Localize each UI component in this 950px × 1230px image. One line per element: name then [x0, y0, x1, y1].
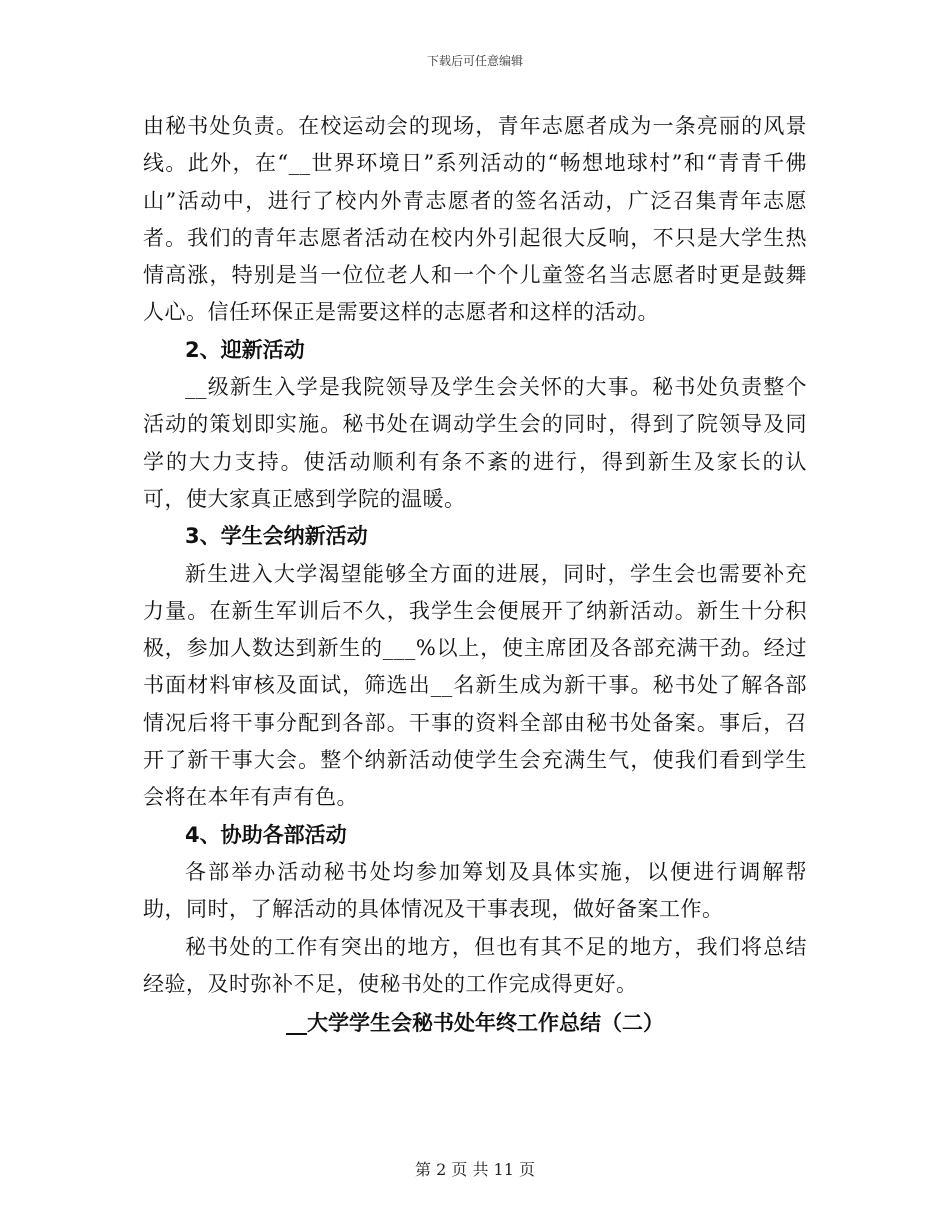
- section-title: __大学学生会秘书处年终工作总结（二）: [286, 1011, 664, 1036]
- heading-welcome-freshmen: 2、迎新活动: [185, 337, 305, 362]
- paragraph-assist-departments: 各部举办活动秘书处均参加筹划及具体实施，以便进行调解帮助，同时，了解活动的具体情况及干事表现，做好备案工作。: [143, 859, 807, 922]
- heading-recruitment: 3、学生会纳新活动: [185, 524, 368, 549]
- paragraph-recruitment: 新生进入大学渴望能够全方面的进展，同时，学生会也需要补充力量。在新生军训后不久，我学生会便展开了纳新活动。新生十分积极，参加人数达到新生的___%以上，使主席团及各部充满干劲。经过书面材料审核及面试，筛选出__名新生成为新干事。秘书处了解各部情况后将干事分配到各部。干事的资料全部由秘书处备案。事后，召开了新干事大会。整个纳新活动使学生会充满生气，使我们看到学生会将在本年有声有色。: [143, 561, 807, 810]
- paragraph-conclusion: 秘书处的工作有突出的地方，但也有其不足的地方，我们将总结经验，及时弥补不足，使秘书处的工作完成得更好。: [143, 934, 807, 996]
- page-header: 下载后可任意编辑: [426, 54, 523, 68]
- paragraph-welcome-freshmen: __级新生入学是我院领导及学生会关怀的大事。秘书处负责整个活动的策划即实施。秘书处在调动学生会的同时，得到了院领导及同学的大力支持。使活动顺利有条不紊的进行，得到新生及家长的认可，使大家真正感到学院的温暖。: [143, 375, 807, 511]
- paragraph-volunteer: 由秘书处负责。在校运动会的现场，青年志愿者成为一条亮丽的风景线。此外，在“__世界环境日”系列活动的“畅想地球村”和“青青千佛山”活动中，进行了校内外青志愿者的签名活动，广泛召集青年志愿者。我们的青年志愿者活动在校内外引起很大反响，不只是大学生热情高涨，特别是当一位位老人和一个个儿童签名当志愿者时更是鼓舞人心。信任环保正是需要这样的志愿者和这样的活动。: [143, 114, 807, 325]
- document-body: [143, 108, 807, 1042]
- page-number: 第 2 页 共 11 页: [415, 1160, 535, 1179]
- heading-assist-departments: 4、协助各部活动: [185, 822, 347, 847]
